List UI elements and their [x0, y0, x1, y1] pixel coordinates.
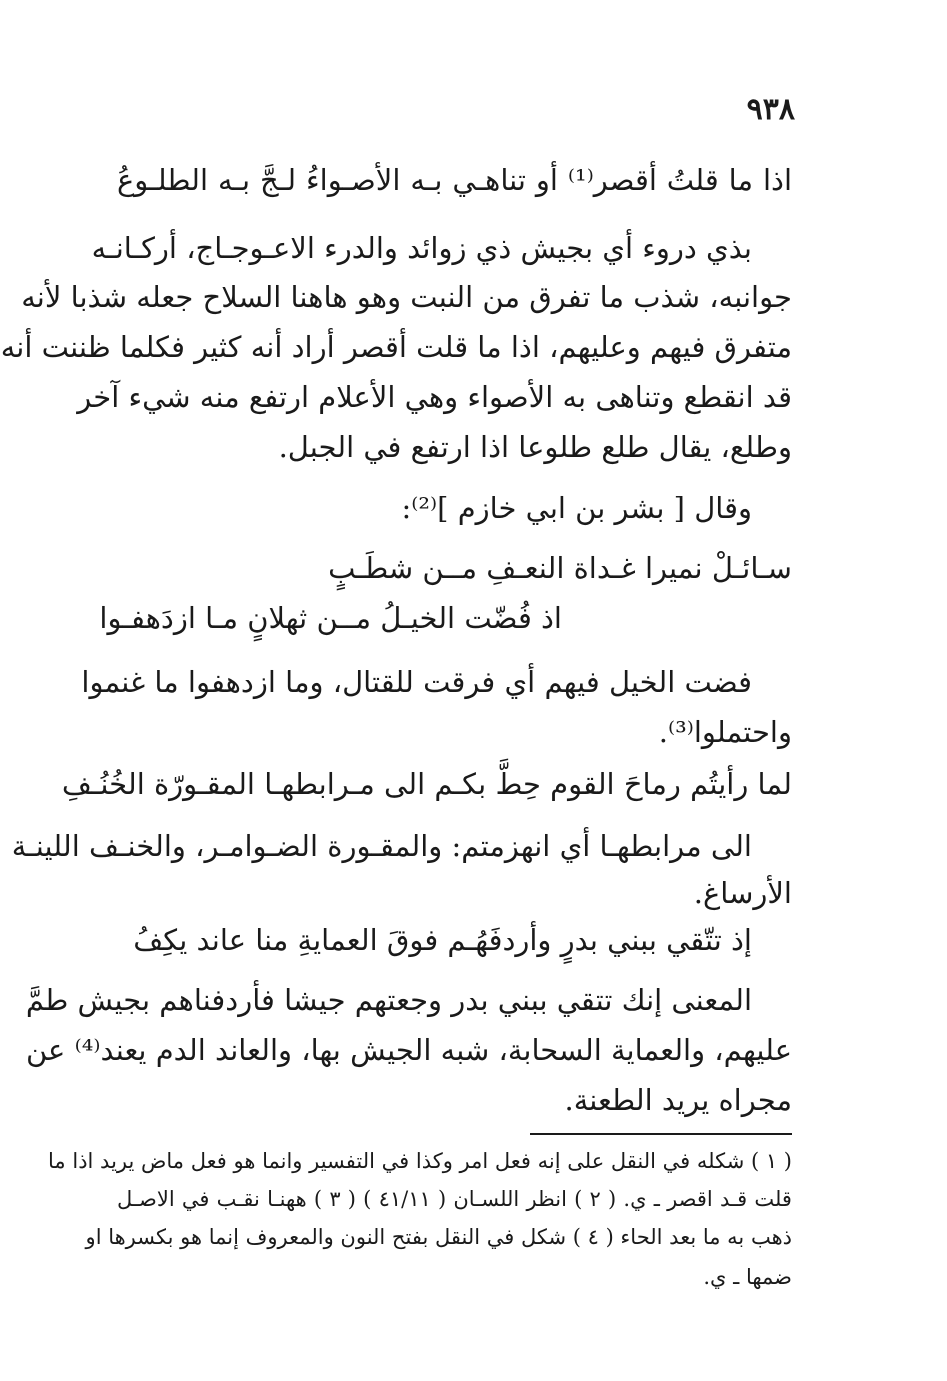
verse-hemistich: سـائـلْ نميرا غـداة النعـفِ مــن شطَـبٍ: [328, 551, 792, 585]
paragraph-line: بذي دروء أي بجيش ذي زوائد والدرء الاعـوجـاج، أركـانـه: [91, 231, 752, 265]
verse-hemistich: اذ فُضّت الخيـلُ مــن ثهلانٍ مـا ازدَهفـوا: [99, 601, 562, 635]
paragraph-line: فضت الخيل فيهم أي فرقت للقتال، وما ازدهفوا ما غنموا: [81, 665, 752, 699]
verse-line: لما رأيتُم رماحَ القوم حِطَّ بكـم الى مـرابطهـا المقـورّة الخُنُـفِ: [61, 767, 792, 801]
paragraph-line: واحتملوا⁽³⁾.: [658, 715, 792, 749]
paragraph-line: متفرق فيهم وعليهم، اذا ما قلت أقصر أراد أنه كثير فكلما ظننت أنه: [0, 330, 792, 364]
footnote-line: قلت قـد اقصر ـ ي. ( ٢ ) انظر اللسـان ( ٤١/١١ ) ( ٣ ) ههنـا نقـب في الاصـل: [117, 1187, 792, 1211]
footnote-line: ضمها ـ ي.: [703, 1265, 792, 1289]
paragraph-line: وطلع، يقال طلع طلوعا اذا ارتفع في الجبل.: [278, 430, 792, 464]
page-number: ٩٣٨: [746, 92, 795, 127]
paragraph-line: الأرساغ.: [693, 876, 792, 910]
paragraph-line: عليهم، والعماية السحابة، شبه الجيش بها، والعاند الدم يعند⁽⁴⁾ عن: [25, 1033, 792, 1067]
paragraph-line: المعنى إنك تتقي ببني بدر وجعتهم جيشا فأردفناهم بجيش طمَّ: [25, 983, 752, 1017]
paragraph-line: قد انقطع وتناهى به الأصواء وهي الأعلام ارتفع منه شيء آخر: [77, 380, 792, 414]
poem-introduction: وقال [ بشر بن ابي خازم ]⁽²⁾:: [401, 491, 752, 525]
paragraph-line: مجراه يريد الطعنة.: [564, 1083, 792, 1117]
paragraph-line: جوانبه، شذب ما تفرق من النبت وهو هاهنا السلاح جعله شذبا لأنه: [21, 280, 792, 314]
footnote-line: ذهب به ما بعد الحاء ( ٤ ) شكل في النقل بفتح النون والمعروف إنما هو بكسرها او: [85, 1225, 792, 1249]
footnote-line: ( ١ ) شكله في النقل على إنه فعل امر وكذا في التفسير وانما هو فعل ماض يريد اذا ما: [48, 1149, 792, 1173]
paragraph-line: الى مرابطهـا أي انهزمتم: والمقـورة الضـوامـر، والخنـف اللينـة: [11, 829, 752, 863]
verse-line: إذ تتّقي ببني بدرٍ وأردفَهُـم فوقَ العمايةِ منا عاند يكِفُ: [133, 923, 752, 957]
verse-line: اذا ما قلتُ أقصر⁽¹⁾ أو تناهـي بـه الأصـواءُ لـجَّ بـه الطلـوعُ: [117, 163, 792, 197]
footnote-separator: [530, 1133, 792, 1135]
